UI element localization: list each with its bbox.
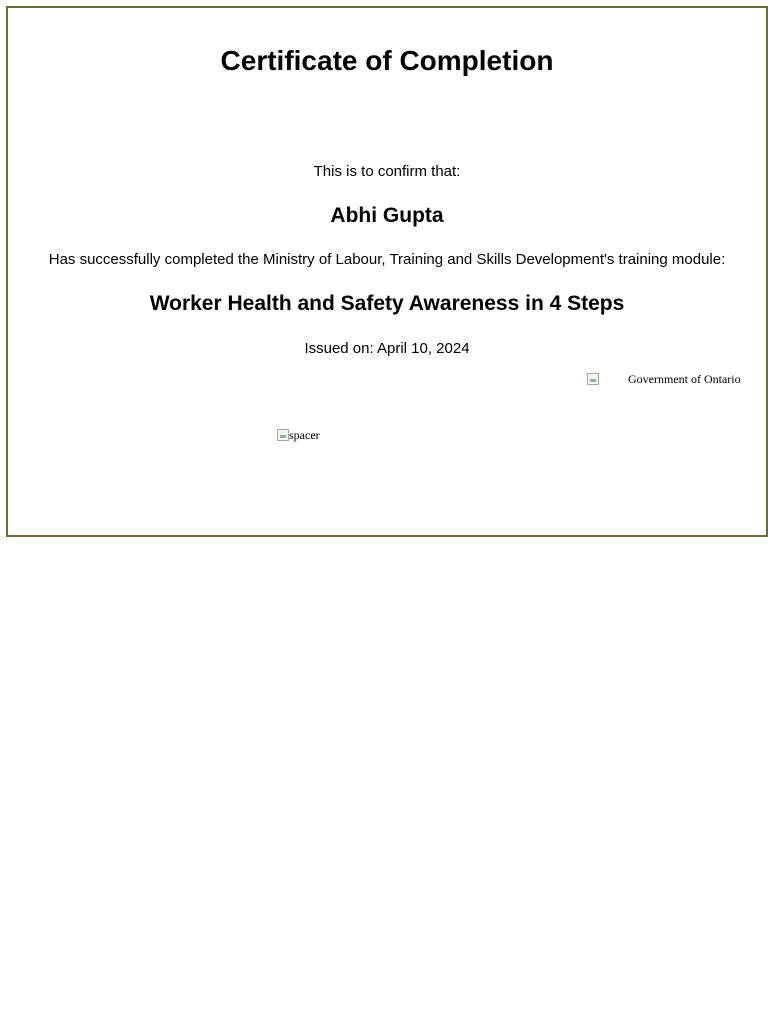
certificate-title: Certificate of Completion	[220, 45, 554, 76]
module-name: Worker Health and Safety Awareness in 4 Steps	[149, 292, 625, 315]
broken-image-icon	[587, 373, 599, 385]
spacer-alt-text: spacer	[289, 428, 320, 442]
completion-text: Has successfully completed the Ministry of Labour, Training and Skills Development's training module:	[48, 251, 726, 268]
recipient-name: Abhi Gupta	[330, 204, 444, 227]
issued-date: Issued on: April 10, 2024	[304, 340, 470, 357]
government-logo	[587, 371, 741, 387]
certificate-frame	[6, 6, 768, 537]
confirm-text: This is to confirm that:	[313, 163, 461, 180]
broken-image-icon	[277, 429, 289, 441]
spacer-image	[277, 427, 320, 443]
government-logo-alt-text: Government of Ontario	[628, 372, 741, 386]
